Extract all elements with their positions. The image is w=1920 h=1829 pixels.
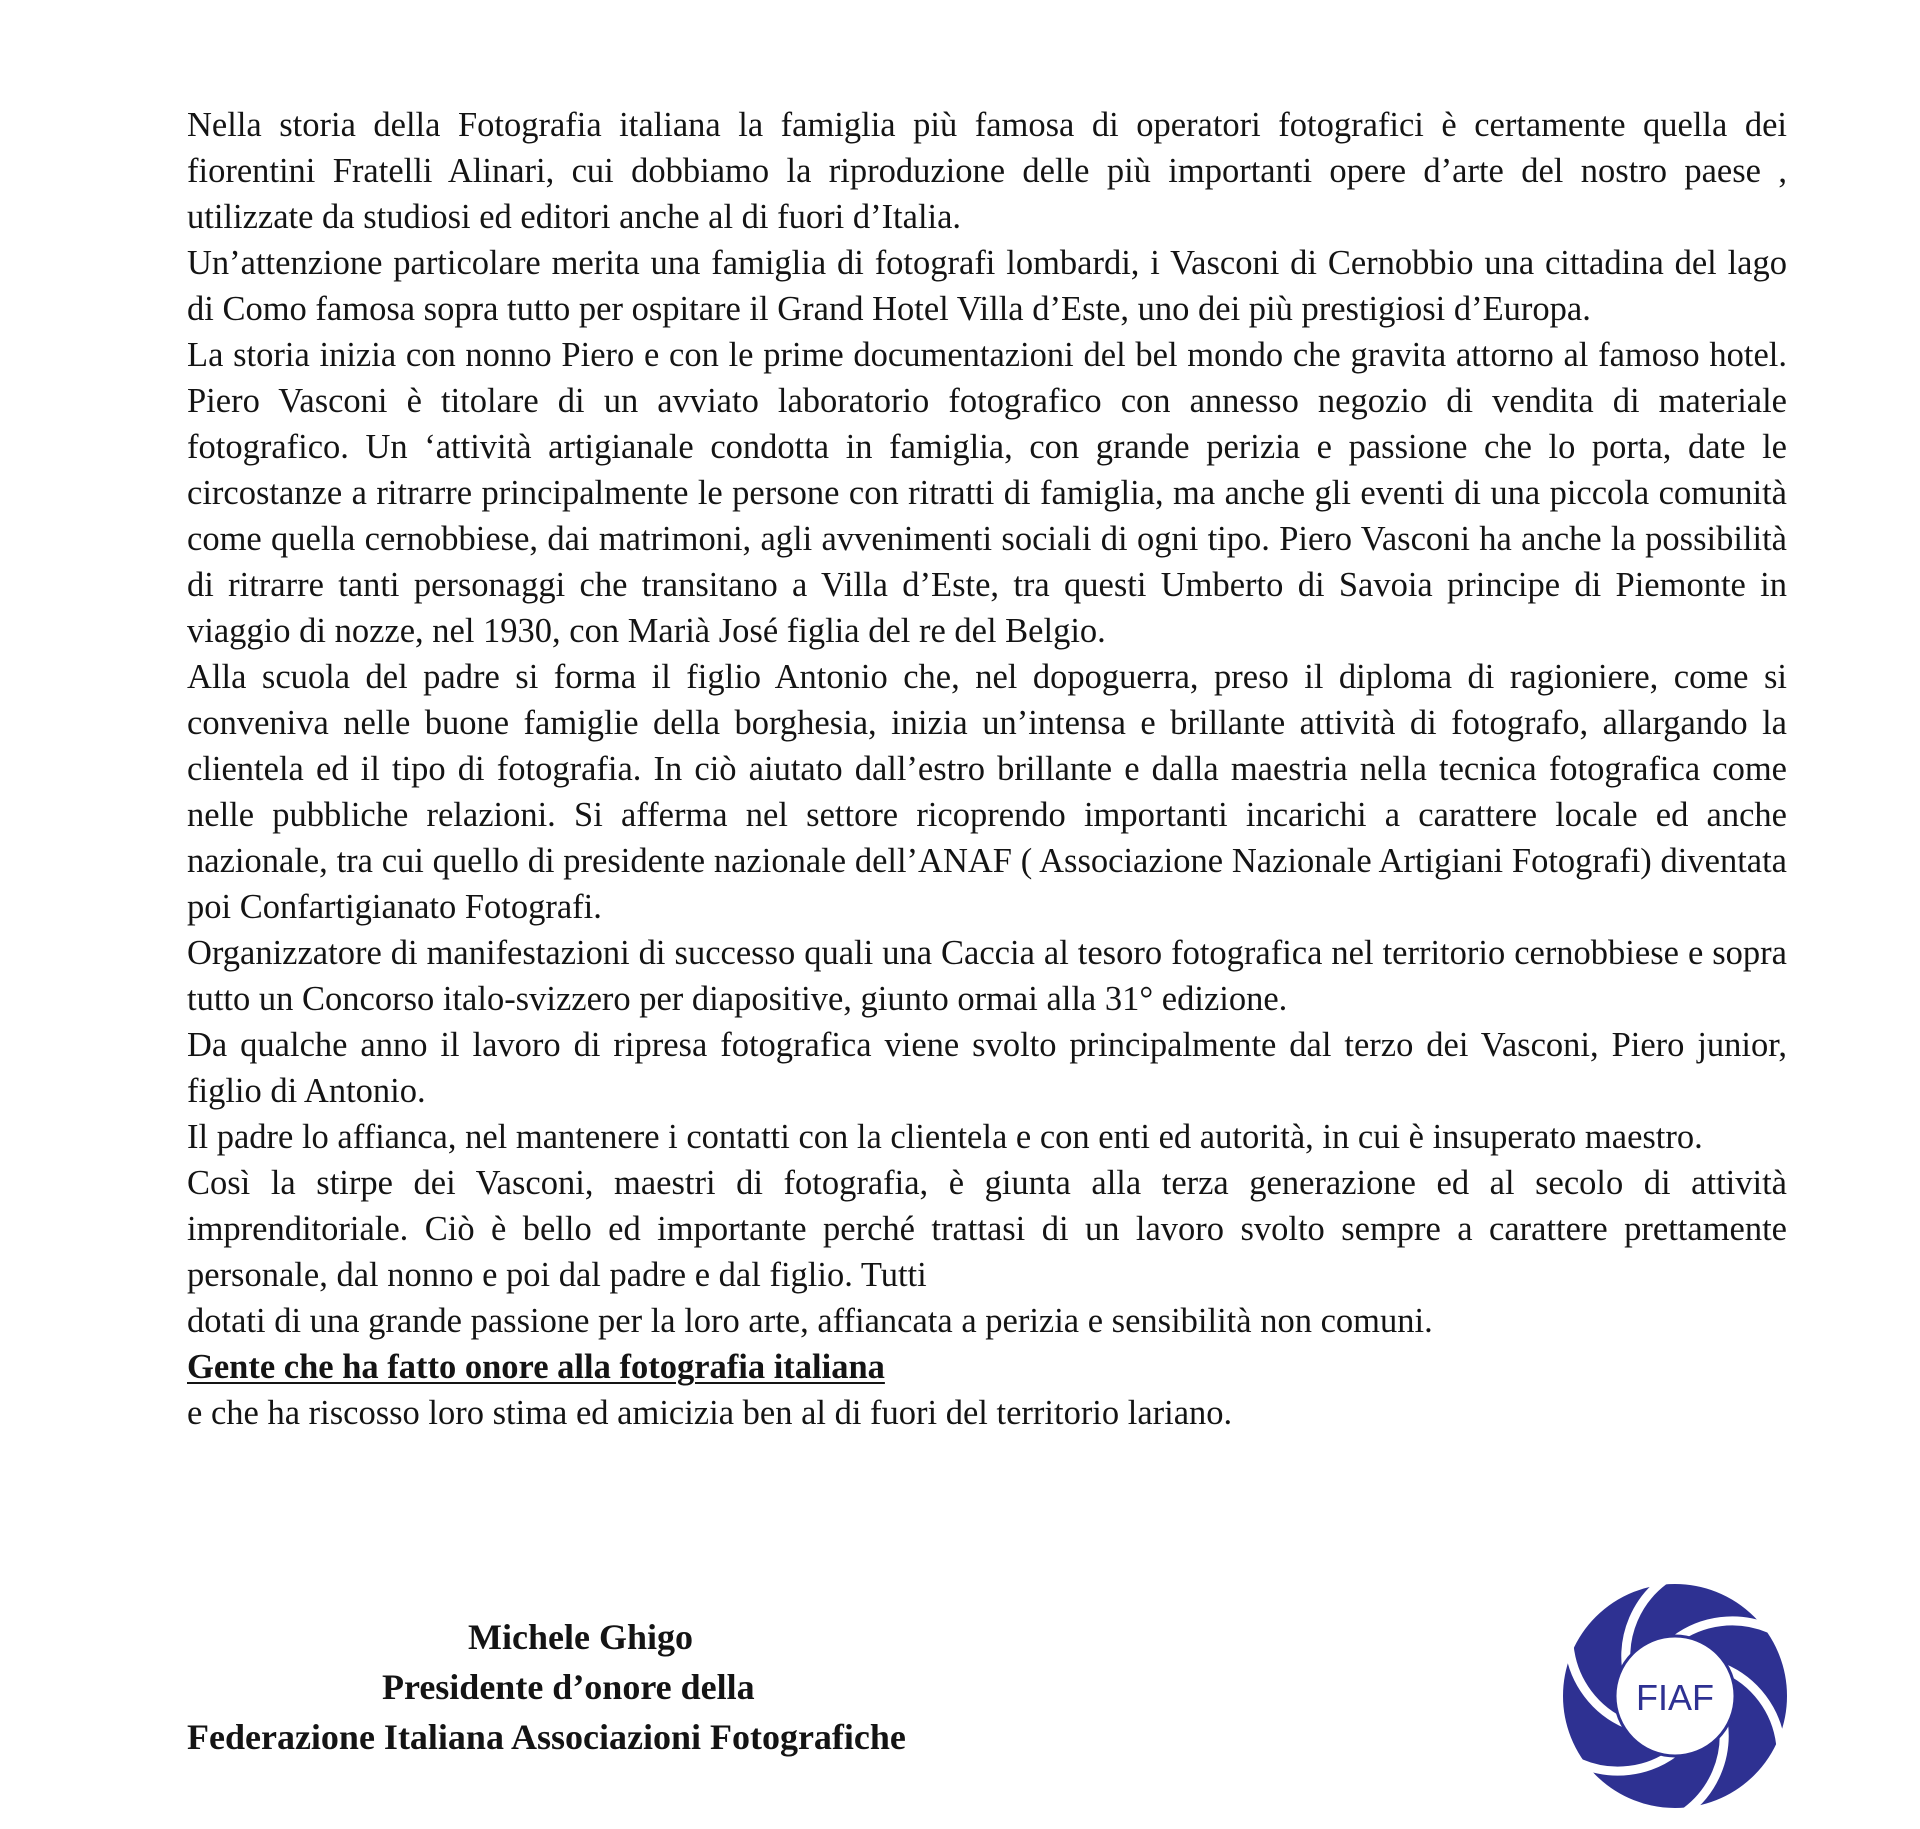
fiaf-logo [1555, 1576, 1795, 1816]
paragraph: Il padre lo affianca, nel mantenere i contatti con la clientela e con enti ed autorità, in cui è insuperato maestro. [187, 1118, 1703, 1156]
closing-title: Gente che ha fatto onore alla fotografia italiana [187, 1348, 885, 1386]
paragraph: Nella storia della Fotografia italiana la famiglia più famosa di operatori fotografici è certamente quella dei fiorentini Fratelli Alinari, cui dobbiamo la riproduzione delle più importanti opere d’arte del nostro paese , utilizzate da studiosi ed editori anche al di fuori d’Italia. [187, 106, 1787, 236]
signature-block [187, 1612, 1087, 1762]
article-body [187, 102, 1787, 1436]
aperture-logo-icon [1555, 1576, 1795, 1816]
signature-role: Presidente d’onore della [382, 1667, 755, 1707]
paragraph: Alla scuola del padre si forma il figlio Antonio che, nel dopoguerra, preso il diploma di ragioniere, come si conveniva nelle buone famiglie della borghesia, inizia un’intensa e brillante attività di fotografo, allargando la clientela ed il tipo di fotografia. In ciò aiutato dall’estro brillante e dalla maestria nella tecnica fotografica come nelle pubbliche relazioni. Si afferma nel settore ricoprendo importanti incarichi a carattere locale ed anche nazionale, tra cui quello di presidente nazionale dell’ANAF ( Associazione Nazionale Artigiani Fotografi) diventata poi Confartigianato Fotografi. [187, 658, 1787, 926]
logo-text: FIAF [1636, 1677, 1714, 1718]
signature-name: Michele Ghigo [468, 1617, 693, 1657]
paragraph: Un’attenzione particolare merita una famiglia di fotografi lombardi, i Vasconi di Cernobbio una cittadina del lago di Como famosa sopra tutto per ospitare il Grand Hotel Villa d’Este, uno dei più prestigiosi d’Europa. [187, 244, 1787, 328]
paragraph: dotati di una grande passione per la loro arte, affiancata a perizia e sensibilità non comuni. [187, 1302, 1433, 1340]
paragraph: La storia inizia con nonno Piero e con le prime documentazioni del bel mondo che gravita attorno al famoso hotel. Piero Vasconi è titolare di un avviato laboratorio fotografico con annesso negozio di vendita di materiale fotografico. Un ‘attività artigianale condotta in famiglia, con grande perizia e passione che lo porta, date le circostanze a ritrarre principalmente le persone con ritratti di famiglia, ma anche gli eventi di una piccola comunità come quella cernobbiese, dai matrimoni, agli avvenimenti sociali di ogni tipo. Piero Vasconi ha anche la possibilità di ritrarre tanti personaggi che transitano a Villa d’Este, tra questi Umberto di Savoia principe di Piemonte in viaggio di nozze, nel 1930, con Marià José figlia del re del Belgio. [187, 336, 1787, 650]
paragraph: Da qualche anno il lavoro di ripresa fotografica viene svolto principalmente dal terzo dei Vasconi, Piero junior, figlio di Antonio. [187, 1026, 1787, 1110]
signature-organization: Federazione Italiana Associazioni Fotografiche [187, 1717, 906, 1757]
paragraph: Così la stirpe dei Vasconi, maestri di fotografia, è giunta alla terza generazione ed al secolo di attività imprenditoriale. Ciò è bello ed importante perché trattasi di un lavoro svolto sempre a carattere prettamente personale, dal nonno e poi dal padre e dal figlio. Tutti [187, 1164, 1787, 1294]
closing-line: e che ha riscosso loro stima ed amicizia ben al di fuori del territorio lariano. [187, 1394, 1233, 1432]
paragraph: Organizzatore di manifestazioni di successo quali una Caccia al tesoro fotografica nel territorio cernobbiese e sopra tutto un Concorso italo-svizzero per diapositive, giunto ormai alla 31° edizione. [187, 934, 1787, 1018]
